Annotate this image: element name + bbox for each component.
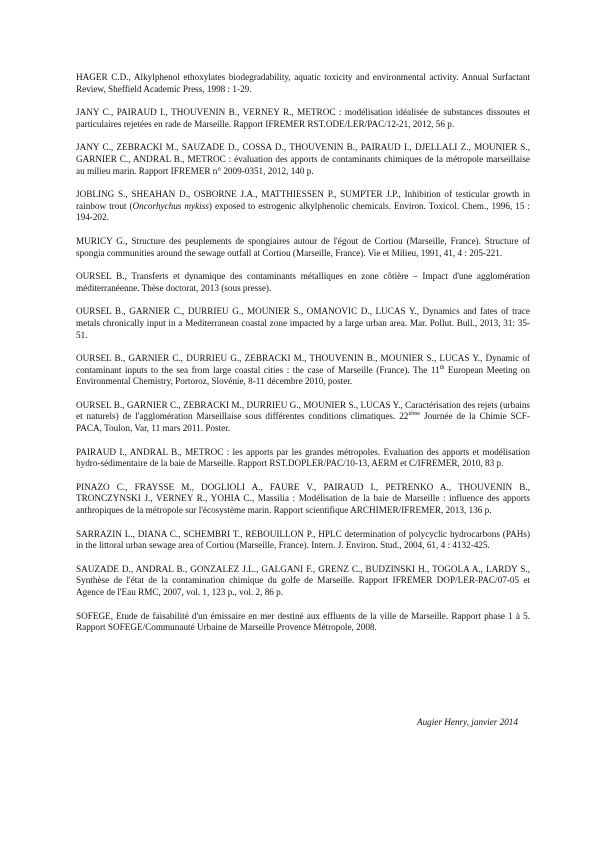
ordinal-superscript: ième <box>408 411 421 418</box>
reference-entry: MURICY G., Structure des peuplements de spongiaires autour de l'égout de Cortiou (Marseille, France). Structure of spongia communities around the sewage outfall at Cortiou (Marseille, France). Vie et Milieu, 1991, 41, 4 : 205-221. <box>76 235 530 258</box>
reference-entry: JANY C., PAIRAUD I., THOUVENIN B., VERNEY R., METROC : modélisation idéalisée de substances dissoutes et particulaires rejetées en rade de Marseille. Rapport IFREMER RST.ODE/LER/PAC/12-21, 2012, 56 p. <box>76 107 530 129</box>
reference-entry: SAUZADE D., ANDRAL B., GONZALEZ J.L., GALGANI F., GRENZ C., BUDZINSKI H., TOGOLA A., LARDY S., Synthèse de l'état de la contamination chimique du golfe de Marseille. Rapport IFREMER DOP/LER-PAC/07-05 et Agence de l'Eau RMC, 2007, vol. 1, 123 p., vol. 2, 86 p. <box>76 563 530 597</box>
author-signature: Augier Henry, janvier 2014 <box>416 717 518 727</box>
reference-entry: OURSEL B., GARNIER C., DURRIEU G., MOUNIER S., OMANOVIC D., LUCAS Y., Dynamics and fates of trace metals chronically input in a Mediterranean coastal zone impacted by a large urban area. Mar. Pollut. Bull., 2013, 31: 35-51. <box>76 306 530 340</box>
reference-entry: JANY C., ZEBRACKI M., SAUZADE D., COSSA D., THOUVENIN B., PAIRAUD I., DJELLALI Z., MOUNIER S., GARNIER C., ANDRAL B., METROC : évaluation des apports de contaminants chimiques de la métropole marseillaise au milieu marin. Rapport IFREMER n° 2009-0351, 2012, 140 p. <box>76 142 530 176</box>
reference-entry: JOBLING S., SHEAHAN D., OSBORNE J.A., MATTHIESSEN P., SUMPTER J.P., Inhibition of testicular growth in rainbow trout (Oncorhychus mykiss) exposed to estrogenic alkylphenolic chemicals. Environ. Toxicol. Chem., 1996, 15 : 194-202. <box>76 189 530 223</box>
reference-entry: OURSEL B., GARNIER C., ZEBRACKI M., DURRIEU G., MOUNIER S., LUCAS Y., Caractérisation des rejets (urbains et naturels) de l'agglomération Marseillaise sous différentes conditions climatiques. 22ième Journée de la Chimie SCF-PACA, Toulon, Var, 11 mars 2011. Poster. <box>76 399 530 434</box>
reference-entry: HAGER C.D., Alkylphenol ethoxylates biodegradability, aquatic toxicity and environmental activity. Annual Surfactant Review, Sheffield Academic Press, 1998 : 1-29. <box>76 72 530 94</box>
reference-entry: PAIRAUD I., ANDRAL B., METROC : les apports par les grandes métropoles. Evaluation des apports et modélisation hydro-sédimentaire de la baie de Marseille. Rapport RST.DOPLER/PAC/10-13, AERM et C/IFREMER, 2010, 83 p. <box>76 446 530 469</box>
species-name: Oncorhychus mykiss <box>132 200 209 211</box>
reference-entry: OURSEL B., GARNIER C., DURRIEU G., ZEBRACKI M., THOUVENIN B., MOUNIER S., LUCAS Y., Dynamic of contaminant inputs to the sea from large coastal cities : the case of Marseille (France). The 11th European Meeting on Environmental Chemistry, Portoroz, Slovénie, 8-11 décembre 2010, poster. <box>76 353 530 387</box>
reference-entry: SOFEGE, Etude de faisabilité d'un émissaire en mer destiné aux effluents de la ville de Marseille. Rapport phase 1 à 5. Rapport SOFEGE/Communauté Urbaine de Marseille Provence Métropole, 2008. <box>76 610 530 633</box>
reference-entry: OURSEL B., Transferts et dynamique des contaminants métalliques en zone côtière – Impact d'une agglomération méditerranéenne. Thèse doctorat, 2013 (sous presse). <box>76 271 530 293</box>
reference-list <box>76 72 530 646</box>
reference-entry: PINAZO C., FRAYSSE M., DOGLIOLI A., FAURE V., PAIRAUD I., PETRENKO A., THOUVENIN B., TRONCZYNSKI J., VERNEY R., YOHIA C., Massilia : Modélisation de la baie de Marseille : influence des apports anthropiques de la métropole sur l'écosystème marin. Rapport scientifique ARCHIMER/IFREMER, 2013, 136 p. <box>76 481 530 516</box>
ordinal-superscript: th <box>439 364 445 371</box>
reference-entry: SARRAZIN L., DIANA C., SCHEMBRI T., REBOUILLON P., HPLC determination of polycyclic hydrocarbons (PAHs) in the littoral urban sewage area of Cortiou (Marseille, France). Intern. J. Environ. Stud., 2004, 61, 4 : 4132-425. <box>76 528 530 551</box>
